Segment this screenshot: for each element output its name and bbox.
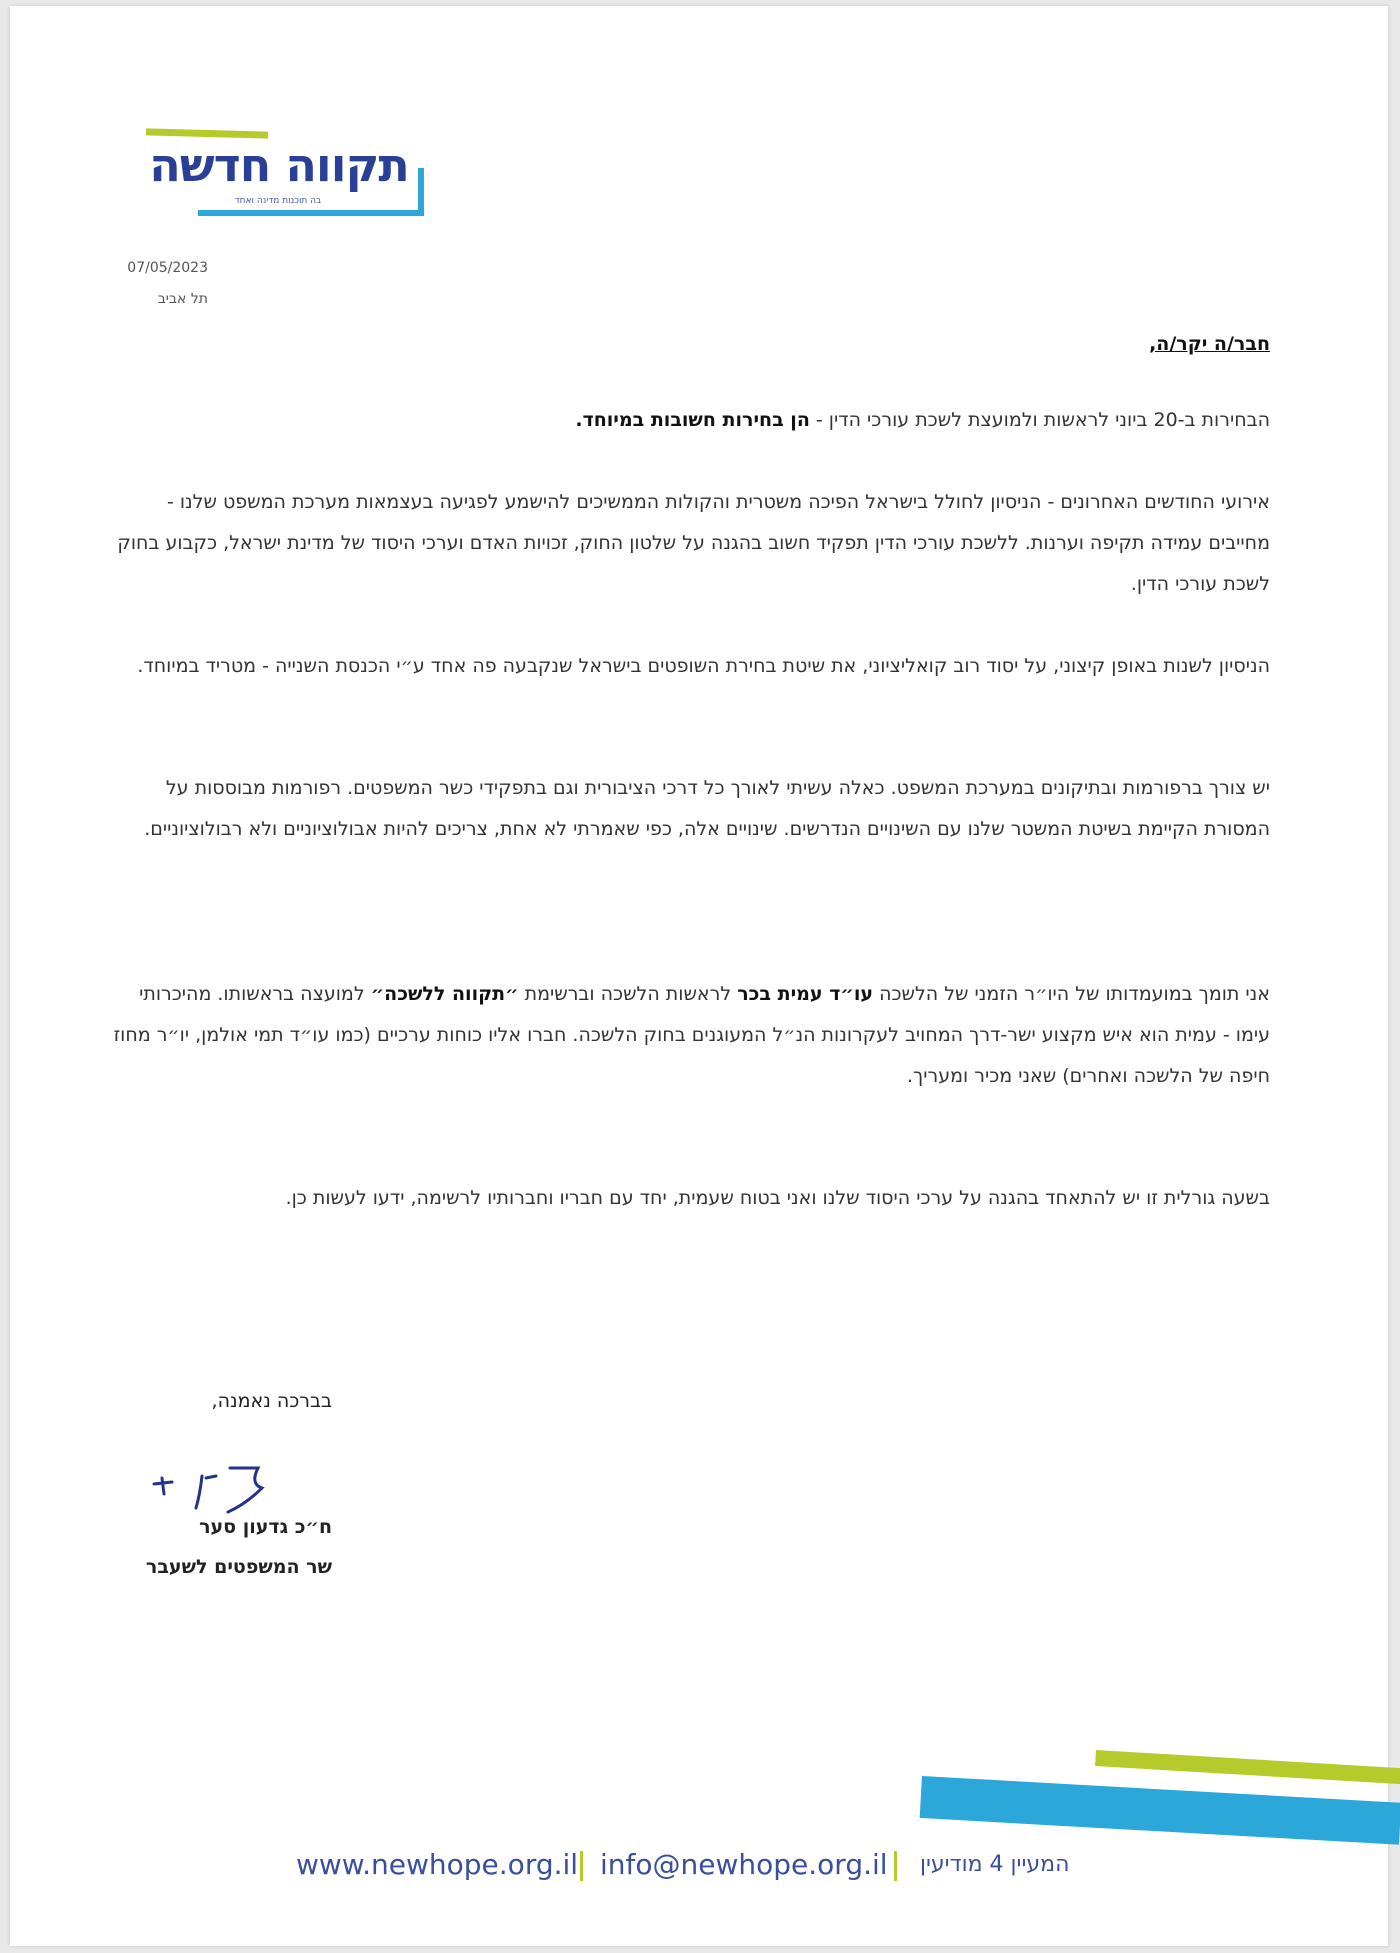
closing-greeting: בברכה נאמנה, [211,1390,332,1412]
logo-tagline: בה תוכנות מדינה ואחד [234,196,322,206]
endorsement-text-mid: לראשות הלשכה וברשימת [518,983,738,1005]
footer-email: info@newhope.org.il [600,1848,888,1881]
endorsement-text-end: למועצה בראשותו. מהיכרותי עימו - עמית הוא איש מקצוע ישר-דרך המחויב לעקרונות הנ״ל המעוגנים בחוק הלשכה. חברו אליו כוחות ערכיים (כמו עו״ד תמי אולמן, יו״ר מחוז חיפה של הלשכה ואחרים) שאני מכיר ומעריך. [113,983,1270,1087]
footer-website: www.newhope.org.il [296,1848,579,1881]
salutation: חבר/ה יקר/ה, [1149,333,1270,355]
paragraph-elections-text: הבחירות ב-20 ביוני לראשות ולמועצת לשכת עורכי הדין - [809,409,1270,431]
logo-name: תקווה חדשה [149,138,409,192]
footer-green-stripe [1095,1750,1400,1784]
footer-separator [580,1851,583,1881]
logo-blue-bracket-horizontal [198,210,424,216]
paragraph-judicial-selection: הניסיון לשנות באופן קיצוני, על יסוד רוב קואליציוני, את שיטת בחירת השופטים בישראל שנקבעה פה אחד ע״י הכנסת השנייה - מטריד במיוחד. [137,655,1270,677]
footer-separator [894,1851,897,1881]
logo-blue-bracket-vertical [418,168,424,216]
paragraph-elections [102,400,1270,441]
letter-location: תל אביב [157,291,208,307]
footer-address: המעיין 4 מודיעין [920,1852,1070,1877]
signatory-name: ח״כ גדעון סער [199,1516,332,1538]
list-name: ״תקווה ללשכה״ [370,983,519,1005]
paragraph-reforms: יש צורך ברפורמות ובתיקונים במערכת המשפט. כאלה עשיתי לאורך כל דרכי הציבורית וגם בתפקידי כשר המשפטים. רפורמות מבוססות על המסורת הקיימת בשיטת המשטר שלנו עם השינויים הנדרשים. שינויים אלה, כפי שאמרתי לא אחת, צריכים להיות אבולוציוניים ולא רבולוציוניים. [144,777,1270,840]
paragraph-closing: בשעה גורלית זו יש להתאחד בהגנה על ערכי היסוד שלנו ואני בטוח שעמית, יחד עם חבריו וחברותיו לרשימה, ידעו לעשות כן. [285,1187,1270,1209]
letter-date: 07/05/2023 [127,260,208,276]
paragraph-endorsement [102,974,1270,1097]
footer-blue-stripe [920,1776,1400,1845]
paragraph-elections-emphasis: הן בחירות חשובות במיוחד. [575,409,810,431]
new-hope-logo [138,124,438,224]
letter-page [10,6,1388,1946]
candidate-name: עו״ד עמית בכר [737,983,874,1005]
handwritten-signature [150,1454,280,1514]
endorsement-text-start: אני תומך במועמדותו של היו״ר הזמני של הלשכה [873,983,1270,1005]
signatory-title: שר המשפטים לשעבר [145,1556,332,1578]
paragraph-recent-events: אירועי החודשים האחרונים - הניסיון לחולל בישראל הפיכה משטרית והקולות הממשיכים להישמע לפגיעה בעצמאות מערכת המשפט שלנו - מחייבים עמידה תקיפה וערנות. ללשכת עורכי הדין תפקיד חשוב בהגנה על שלטון החוק, זכויות האדם וערכי היסוד של מדינת ישראל, כקבוע בחוק לשכת עורכי הדין. [117,491,1270,595]
